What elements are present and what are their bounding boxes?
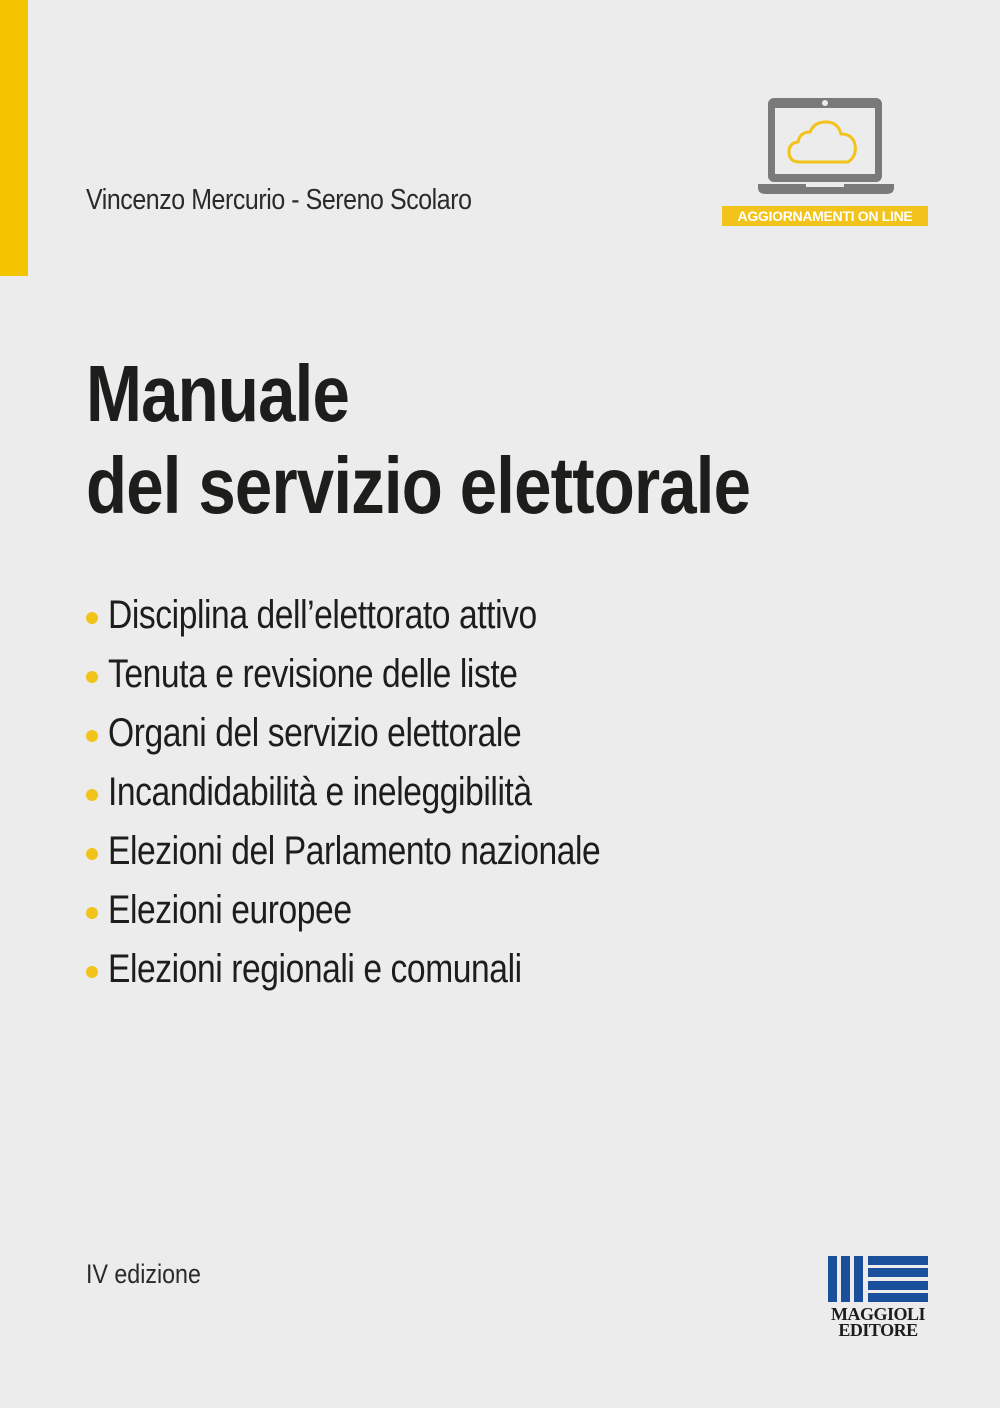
topic-item: Tenuta e revisione delle liste xyxy=(86,645,694,704)
bullet-icon xyxy=(86,730,98,742)
publisher-logo xyxy=(826,1256,930,1342)
bullet-icon xyxy=(86,612,98,624)
laptop-cloud-icon xyxy=(758,96,894,196)
bullet-icon xyxy=(86,671,98,683)
bullet-icon xyxy=(86,966,98,978)
bullet-icon xyxy=(86,789,98,801)
bullet-icon xyxy=(86,907,98,919)
title-line-1: Manuale xyxy=(86,349,349,438)
publisher-name-line-1: MAGGIOLI xyxy=(830,1304,925,1324)
topic-item: Elezioni del Parlamento nazionale xyxy=(86,822,694,881)
topics-list xyxy=(86,586,694,999)
publisher-name-line-2: EDITORE xyxy=(838,1320,918,1340)
online-updates-badge xyxy=(722,96,928,230)
topic-item: Incandidabilità e ineleggibilità xyxy=(86,763,694,822)
edition-label: IV edizione xyxy=(86,1259,201,1289)
topic-item: Elezioni europee xyxy=(86,881,694,940)
title-line-2: del servizio elettorale xyxy=(86,441,751,530)
topic-item: Organi del servizio elettorale xyxy=(86,704,694,763)
online-updates-label: AGGIORNAMENTI ON LINE xyxy=(722,206,928,226)
yellow-accent-bar xyxy=(0,0,28,276)
topic-item: Elezioni regionali e comunali xyxy=(86,940,694,999)
topic-item: Disciplina dell’elettorato attivo xyxy=(86,586,694,645)
bullet-icon xyxy=(86,848,98,860)
authors: Vincenzo Mercurio - Sereno Scolaro xyxy=(86,184,472,216)
maggioli-logo-icon xyxy=(828,1256,928,1306)
book-title xyxy=(86,348,750,532)
